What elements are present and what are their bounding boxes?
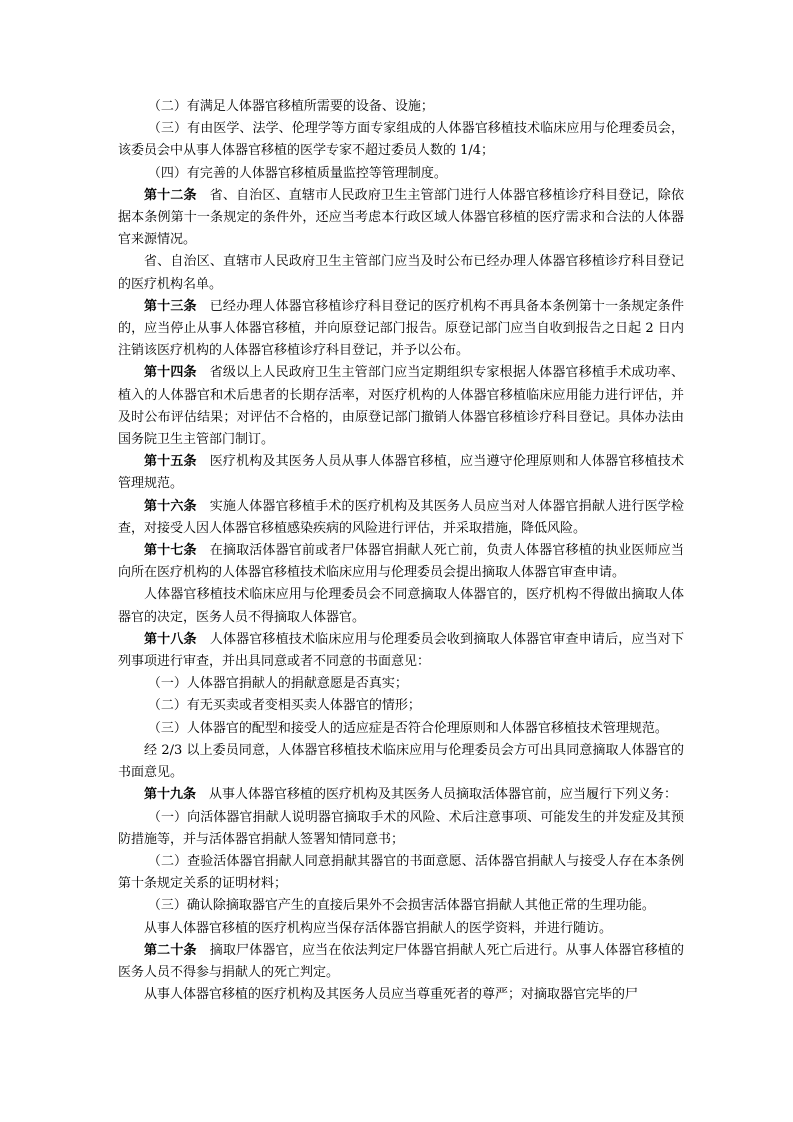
paragraph [118, 362, 684, 451]
paragraph-text: 省级以上人民政府卫生主管部门应当定期组织专家根据人体器官移植手术成功率、植入的人体器官和术后患者的长期存活率，对医疗机构的人体器官移植临床应用能力进行评估，并及时公布评估结果；对评估不合格的，由原登记部门撤销人体器官移植诊疗科目登记。具体办法由国务院卫生主管部门制订。 [118, 365, 684, 448]
paragraph-text: 省、自治区、直辖市人民政府卫生主管部门应当及时公布已经办理人体器官移植诊疗科目登记的医疗机构名单。 [118, 254, 684, 292]
paragraph-text: 实施人体器官移植手术的医疗机构及其医务人员应当对人体器官捐献人进行医学检查，对接受人因人体器官移植感染疾病的风险进行评估，并采取措施，降低风险。 [118, 498, 684, 536]
paragraph [118, 96, 684, 118]
paragraph-text: （一）人体器官捐献人的捐献意愿是否真实； [147, 676, 408, 692]
article-number: 第十三条 [144, 298, 197, 314]
paragraph [118, 673, 684, 695]
article-number: 第十五条 [144, 454, 197, 470]
paragraph-text: 从事人体器官移植的医疗机构及其医务人员应当尊重死者的尊严；对摘取器官完毕的尸 [144, 987, 639, 1003]
paragraph [118, 251, 684, 295]
paragraph [118, 851, 684, 895]
paragraph-text: 人体器官移植技术临床应用与伦理委员会不同意摘取人体器官的，医疗机构不得做出摘取人体器官的决定，医务人员不得摘取人体器官。 [118, 587, 684, 625]
paragraph [118, 118, 684, 162]
paragraph [118, 807, 684, 851]
paragraph-text: 在摘取活体器官前或者尸体器官捐献人死亡前，负责人体器官移植的执业医师应当向所在医疗机构的人体器官移植技术临床应用与伦理委员会提出摘取人体器官审查申请。 [118, 543, 684, 581]
paragraph [118, 296, 684, 363]
paragraph-text: 从事人体器官移植的医疗机构及其医务人员摘取活体器官前，应当履行下列义务： [209, 787, 678, 803]
document-page [118, 96, 684, 1006]
paragraph [118, 984, 684, 1006]
paragraph-text: 人体器官移植技术临床应用与伦理委员会收到摘取人体器官审查申请后，应当对下列事项进行审查，并出具同意或者不同意的书面意见： [118, 631, 684, 670]
paragraph-text: 医疗机构及其医务人员从事人体器官移植，应当遵守伦理原则和人体器官移植技术管理规范。 [118, 454, 684, 492]
article-number: 第十九条 [144, 787, 197, 803]
paragraph-text: （一）向活体器官捐献人说明器官摘取手术的风险、术后注意事项、可能发生的并发症及其预防措施等，并与活体器官捐献人签署知情同意书； [118, 809, 684, 847]
paragraph-text: （三）有由医学、法学、伦理学等方面专家组成的人体器官移植技术临床应用与伦理委员会，该委员会中从事人体器官移植的医学专家不超过委员人数的 1/4； [118, 121, 684, 159]
article-number: 第十六条 [144, 498, 197, 514]
paragraph [118, 695, 684, 717]
article-number: 第十二条 [144, 187, 197, 203]
paragraph [118, 718, 684, 740]
paragraph-text: 摘取尸体器官，应当在依法判定尸体器官捐献人死亡后进行。从事人体器官移植的医务人员不得参与捐献人的死亡判定。 [118, 942, 684, 980]
paragraph [118, 496, 684, 540]
paragraph [118, 740, 684, 784]
paragraph [118, 451, 684, 495]
paragraph-text: 从事人体器官移植的医疗机构应当保存活体器官捐献人的医学资料，并进行随访。 [144, 920, 613, 936]
article-number: 第二十条 [144, 942, 197, 958]
paragraph [118, 185, 684, 252]
paragraph-text: （二）查验活体器官捐献人同意捐献其器官的书面意愿、活体器官捐献人与接受人存在本条例第十条规定关系的证明材料； [118, 853, 684, 892]
paragraph [118, 584, 684, 628]
article-number: 第十四条 [144, 365, 197, 381]
paragraph-text: （三）确认除摘取器官产生的直接后果外不会损害活体器官捐献人其他正常的生理功能。 [147, 898, 655, 914]
paragraph-text: （三）人体器官的配型和接受人的适应症是否符合伦理原则和人体器官移植技术管理规范。 [147, 720, 668, 736]
paragraph [118, 940, 684, 984]
article-number: 第十七条 [144, 543, 197, 559]
paragraph [118, 918, 684, 940]
article-number: 第十八条 [144, 631, 197, 647]
paragraph-text: 已经办理人体器官移植诊疗科目登记的医疗机构不再具备本条例第十一条规定条件的，应当停止从事人体器官移植，并向原登记部门报告。原登记部门应当自收到报告之日起 2 日内注销该医疗机构的人体器官移植诊疗科目登记，并予以公布。 [118, 298, 684, 359]
paragraph-text: 省、自治区、直辖市人民政府卫生主管部门进行人体器官移植诊疗科目登记，除依据本条例第十一条规定的条件外，还应当考虑本行政区域人体器官移植的医疗需求和合法的人体器官来源情况。 [118, 187, 684, 248]
paragraph [118, 629, 684, 673]
paragraph [118, 540, 684, 584]
paragraph-text: （二）有满足人体器官移植所需要的设备、设施； [147, 99, 434, 114]
paragraph-text: 经 2/3 以上委员同意，人体器官移植技术临床应用与伦理委员会方可出具同意摘取人体器官的书面意见。 [118, 742, 684, 781]
paragraph [118, 895, 684, 917]
paragraph-text: （四）有完善的人体器官移植质量监控等管理制度。 [147, 165, 447, 181]
paragraph [118, 163, 684, 185]
paragraph-text: （二）有无买卖或者变相买卖人体器官的情形； [147, 698, 421, 714]
paragraph [118, 784, 684, 806]
